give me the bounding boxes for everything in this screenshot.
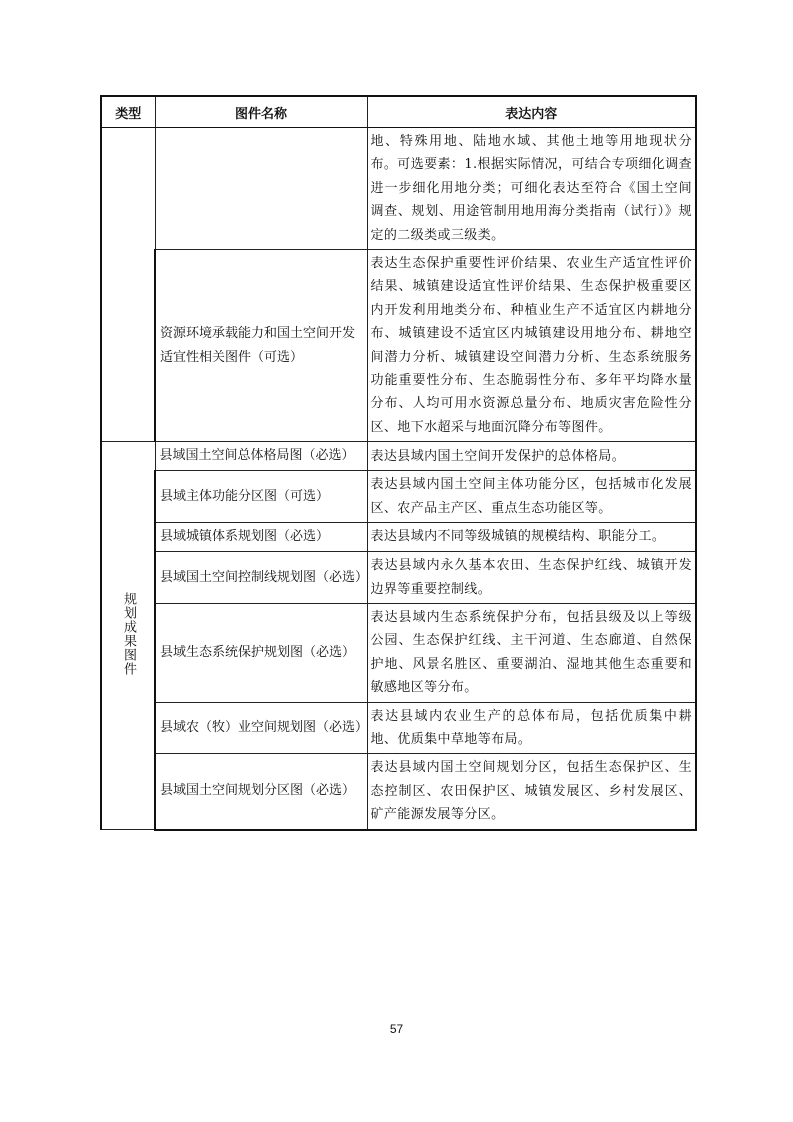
table-header-row — [101, 96, 696, 128]
plan-drawings-table — [100, 95, 697, 831]
content-cell: 地、特殊用地、陆地水域、其他土地等用地现状分布。可选要素：1.根据实际情况，可结合专项细化调查进一步细化用地分类；可细化表达至符合《国土空间调查、规划、用途管制用地用海分类指南（试行）》规定的二级类或三级类。 — [367, 128, 696, 250]
content-cell: 表达县域内国土空间主体功能分区，包括城市化发展区、农产品主产区、重点生态功能区等。 — [367, 471, 696, 523]
drawing-name-cell: 县域城镇体系规划图（必选） — [155, 523, 367, 552]
drawing-name-cell: 县域国土空间控制线规划图（必选） — [155, 552, 367, 604]
drawing-name-cell: 县域生态系统保护规划图（必选） — [155, 603, 367, 702]
table-row — [101, 754, 696, 830]
content-cell: 表达生态保护重要性评价结果、农业生产适宜性评价结果、城镇建设适宜性评价结果、生态保护极重要区内开发利用地类分布、种植业生产不适宜区内耕地分布、城镇建设不适宜区内城镇建设用地分布、耕地空间潜力分析、城镇建设空间潜力分析、生态系统服务功能重要性分布、生态脆弱性分布、多年平均降水量分布、人均可用水资源总量分布、地质灾害危险性分区、地下水超采与地面沉降分布等图件。 — [367, 250, 696, 442]
page-number: 57 — [389, 1022, 404, 1036]
table-row — [101, 702, 696, 754]
type-label: 规划成果图件 — [121, 591, 136, 676]
content-cell: 表达县域内生态系统保护分布，包括县级及以上等级公园、生态保护红线、主干河道、生态廊道、自然保护地、风景名胜区、重要湖泊、湿地其他生态重要和敏感地区等分布。 — [367, 603, 696, 702]
table-row — [101, 603, 696, 702]
drawing-name-cell: 县域主体功能分区图（可选） — [155, 471, 367, 523]
table-row — [101, 552, 696, 604]
drawing-name-cell: 县域国土空间总体格局图（必选） — [155, 442, 367, 471]
content-cell: 表达县域内国土空间开发保护的总体格局。 — [367, 442, 696, 471]
type-cell-plan-results — [101, 442, 155, 830]
drawing-name-cell: 县域农（牧）业空间规划图（必选） — [155, 702, 367, 754]
table-row — [101, 523, 696, 552]
header-drawing-name: 图件名称 — [155, 96, 367, 128]
content-cell: 表达县域内不同等级城镇的规模结构、职能分工。 — [367, 523, 696, 552]
content-cell: 表达县域内国土空间规划分区，包括生态保护区、生态控制区、农田保护区、城镇发展区、乡村发展区、矿产能源发展等分区。 — [367, 754, 696, 830]
drawing-name-cell: 县域国土空间规划分区图（必选） — [155, 754, 367, 830]
drawing-name-cell: 资源环境承载能力和国土空间开发适宜性相关图件（可选） — [155, 250, 367, 442]
header-type: 类型 — [101, 96, 155, 128]
table-row — [101, 250, 696, 442]
header-content: 表达内容 — [367, 96, 696, 128]
table-row — [101, 471, 696, 523]
drawing-name-cell — [155, 128, 367, 250]
content-cell: 表达县域内永久基本农田、生态保护红线、城镇开发边界等重要控制线。 — [367, 552, 696, 604]
type-cell-continued — [101, 128, 155, 442]
table-row — [101, 128, 696, 250]
content-cell: 表达县域内农业生产的总体布局，包括优质集中耕地、优质集中草地等布局。 — [367, 702, 696, 754]
table-row — [101, 442, 696, 471]
